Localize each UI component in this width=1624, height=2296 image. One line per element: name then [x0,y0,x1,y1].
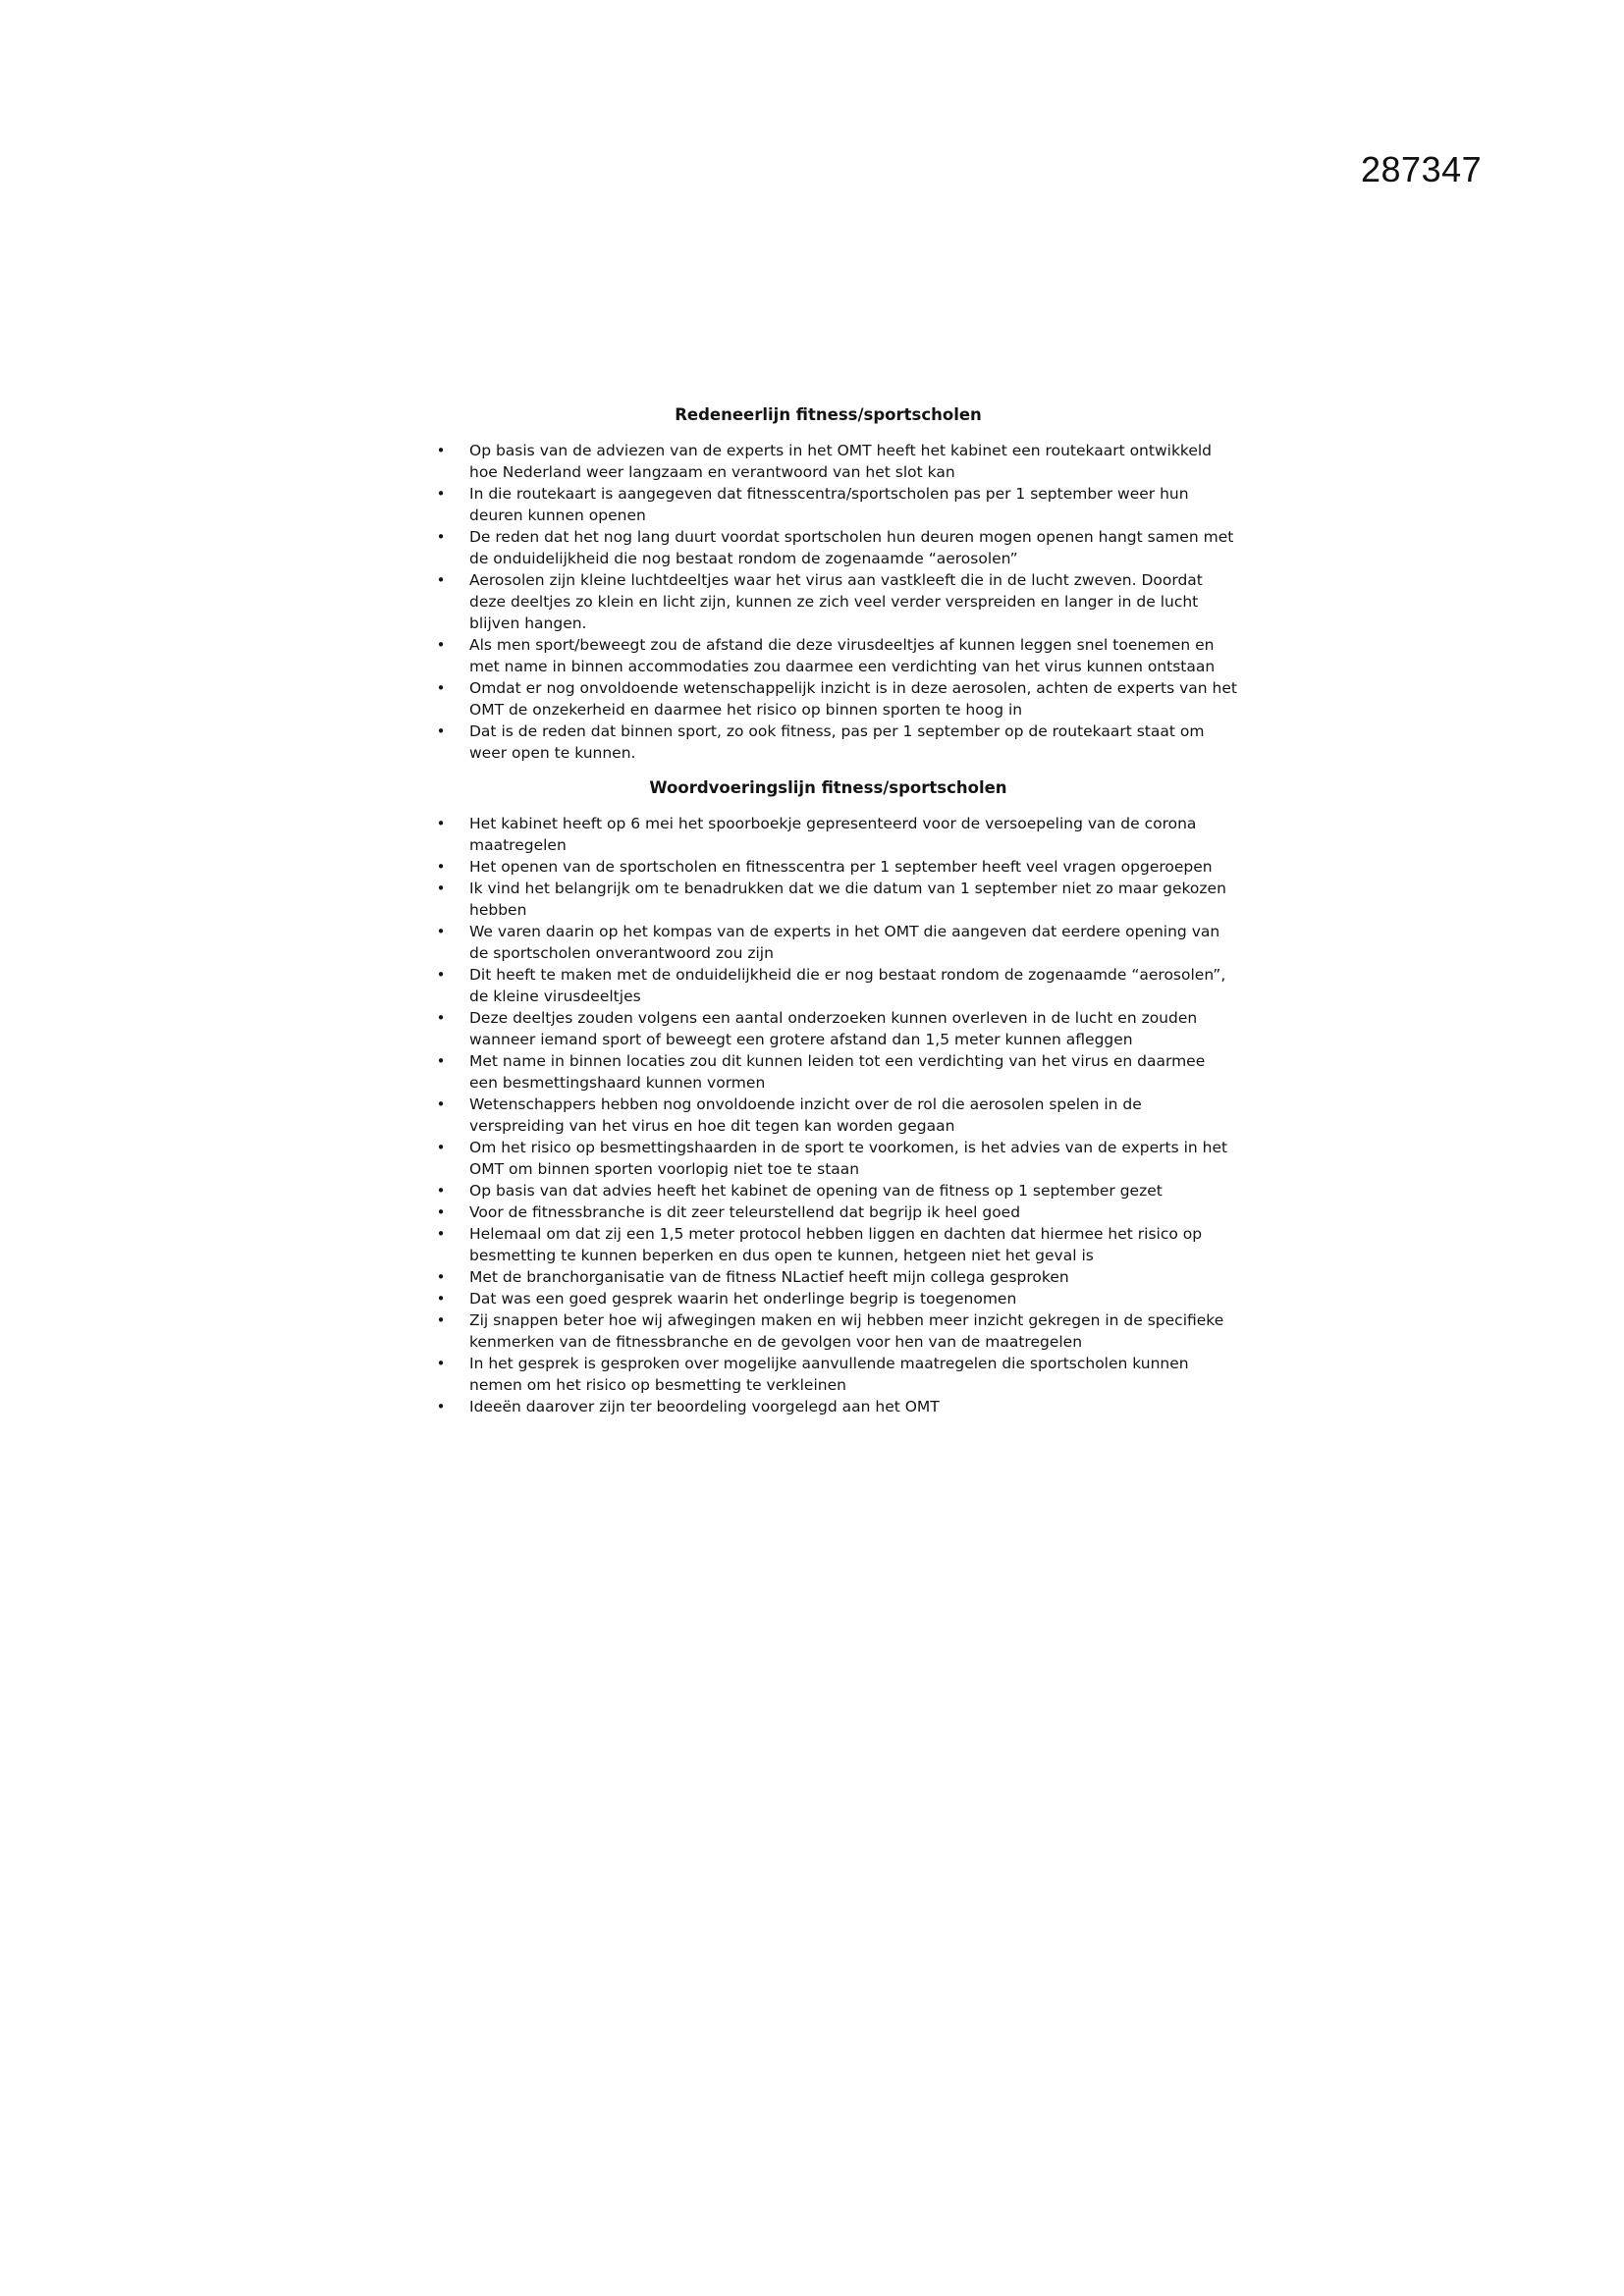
list-item [418,1094,1238,1137]
list-item-text: Om het risico op besmettingshaarden in de sport te voorkomen, is het advies van de experts in het OMT om binnen sporten voorlopig niet toe te staan [469,1139,1228,1178]
bullet-icon: • [436,1311,446,1329]
list-item [418,634,1238,677]
list-item-text: Wetenschappers hebben nog onvoldoende inzicht over de rol die aerosolen spelen in de verspreiding van het virus en hoe dit tegen kan worden gegaan [469,1095,1142,1135]
list-item-text: Op basis van de adviezen van de experts in het OMT heeft het kabinet een routekaart ontwikkeld hoe Nederland weer langzaam en verantwoord van het slot kan [469,442,1213,481]
bullet-icon: • [436,1225,446,1243]
list-item-text: Het kabinet heeft op 6 mei het spoorboekje gepresenteerd voor de versoepeling van de corona maatregelen [469,815,1197,854]
list-item [418,878,1238,921]
bullet-icon: • [436,815,446,832]
bullet-icon: • [436,1095,446,1113]
list-item [418,677,1238,721]
list-item [418,721,1238,764]
document-body [418,391,1238,1417]
bullet-icon: • [436,1139,446,1156]
list-item-text: Dit heeft te maken met de onduidelijkheid die er nog bestaat rondom de zogenaamde “aerosolen”, de kleine virusdeeltjes [469,966,1226,1005]
list-item [418,1353,1238,1396]
list-item-text: Omdat er nog onvoldoende wetenschappelijk inzicht is in deze aerosolen, achten de experts van het OMT de onzekerheid en daarmee het risico op binnen sporten te hoog in [469,679,1237,719]
list-item-text: Met de branchorganisatie van de fitness NLactief heeft mijn collega gesproken [469,1268,1069,1286]
bullet-icon: • [436,1355,446,1372]
bullet-icon: • [436,1182,446,1200]
bullet-icon: • [436,1290,446,1308]
bullet-icon: • [436,636,446,654]
bullet-icon: • [436,528,446,546]
list-item-text: Zij snappen beter hoe wij afwegingen maken en wij hebben meer inzicht gekregen in de specifieke kenmerken van de fitnessbranche en de gevolgen voor hen van de maatregelen [469,1311,1224,1351]
list-item [418,1223,1238,1266]
list-item [418,964,1238,1007]
list-item-text: Ideeën daarover zijn ter beoordeling voorgelegd aan het OMT [469,1398,940,1415]
list-item [418,1180,1238,1201]
section-woordvoeringslijn [418,777,1238,1417]
bullet-icon: • [436,1203,446,1221]
list-item-text: De reden dat het nog lang duurt voordat sportscholen hun deuren mogen openen hangt samen met de onduidelijkheid die nog bestaat rondom de zogenaamde “aerosolen” [469,528,1234,567]
document-number: 287347 [1361,149,1483,189]
bullet-icon: • [436,1268,446,1286]
bullet-icon: • [436,722,446,740]
bullet-icon: • [436,880,446,897]
bullet-list [418,440,1238,764]
list-item-text: Voor de fitnessbranche is dit zeer teleurstellend dat begrijp ik heel goed [469,1203,1021,1221]
list-item [418,1050,1238,1094]
bullet-icon: • [436,1398,446,1415]
list-item [418,1396,1238,1417]
list-item-text: In het gesprek is gesproken over mogelijke aanvullende maatregelen die sportscholen kunnen nemen om het risico op besmetting te verkleinen [469,1355,1189,1394]
list-item-text: Op basis van dat advies heeft het kabinet de opening van de fitness op 1 september gezet [469,1182,1163,1200]
list-item-text: In die routekaart is aangegeven dat fitnesscentra/sportscholen pas per 1 september weer hun deuren kunnen openen [469,485,1189,524]
bullet-icon: • [436,442,446,459]
section-title: Redeneerlijn fitness/sportscholen [675,405,982,424]
list-item [418,856,1238,878]
list-item [418,1201,1238,1223]
list-item-text: Deze deeltjes zouden volgens een aantal onderzoeken kunnen overleven in de lucht en zouden wanneer iemand sport of beweegt een grotere afstand dan 1,5 meter kunnen afleggen [469,1009,1198,1048]
section-title: Woordvoeringslijn fitness/sportscholen [649,778,1007,797]
list-item [418,440,1238,483]
list-item-text: Ik vind het belangrijk om te benadrukken dat we die datum van 1 september niet zo maar gekozen hebben [469,880,1226,919]
list-item-text: Dat was een goed gesprek waarin het onderlinge begrip is toegenomen [469,1290,1017,1308]
bullet-icon: • [436,679,446,697]
bullet-icon: • [436,1052,446,1070]
bullet-icon: • [436,571,446,589]
list-item-text: Met name in binnen locaties zou dit kunnen leiden tot een verdichting van het virus en daarmee een besmettingshaard kunnen vormen [469,1052,1206,1092]
list-item-text: Aerosolen zijn kleine luchtdeeltjes waar het virus aan vastkleeft die in de lucht zweven. Doordat deze deeltjes zo klein en licht zijn, kunnen ze zich veel verder verspreiden en langer in de lucht blijven hangen. [469,571,1203,632]
list-item [418,921,1238,964]
list-item [418,1266,1238,1288]
list-item [418,483,1238,526]
bullet-icon: • [436,858,446,876]
list-item [418,1137,1238,1180]
bullet-list [418,813,1238,1417]
list-item-text: Helemaal om dat zij een 1,5 meter protocol hebben liggen en dachten dat hiermee het risico op besmetting te kunnen beperken en dus open te kunnen, hetgeen niet het geval is [469,1225,1203,1264]
list-item [418,526,1238,569]
bullet-icon: • [436,1009,446,1027]
list-item-text: Als men sport/beweegt zou de afstand die deze virusdeeltjes af kunnen leggen snel toenemen en met name in binnen accommodaties zou daarmee een verdichting van het virus kunnen ontstaan [469,636,1216,675]
list-item [418,1007,1238,1050]
list-item-text: Het openen van de sportscholen en fitnesscentra per 1 september heeft veel vragen opgeroepen [469,858,1213,876]
bullet-icon: • [436,485,446,503]
list-item-text: We varen daarin op het kompas van de experts in het OMT die aangeven dat eerdere opening van de sportscholen onverantwoord zou zijn [469,923,1220,962]
list-item [418,1309,1238,1353]
list-item [418,1288,1238,1309]
list-item-text: Dat is de reden dat binnen sport, zo ook fitness, pas per 1 september op de routekaart staat om weer open te kunnen. [469,722,1205,762]
bullet-icon: • [436,966,446,984]
list-item [418,569,1238,634]
bullet-icon: • [436,923,446,940]
list-item [418,813,1238,856]
section-redeneerlijn [418,404,1238,764]
